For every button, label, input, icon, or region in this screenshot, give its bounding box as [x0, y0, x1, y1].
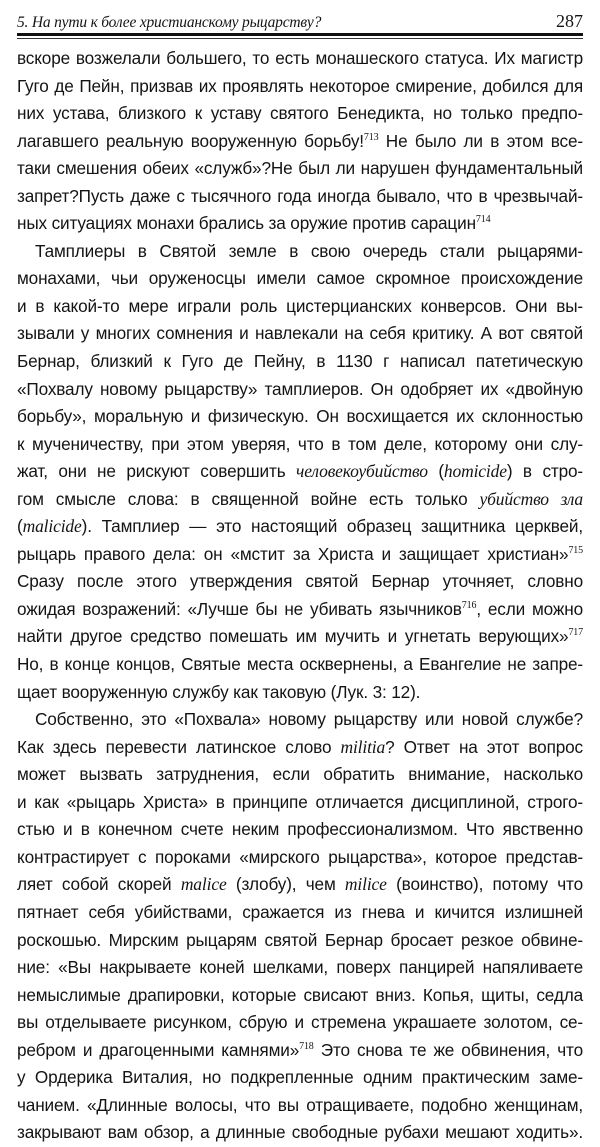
- text-run: ) в стро-: [506, 461, 583, 482]
- text-run: лагавшего реальную вооруженную борьбу!: [17, 130, 364, 151]
- text-run: может вызвать затруднения, если обратить внимание, насколько: [17, 764, 583, 785]
- text-run: запрет?Пусть даже с тысячного года иногда бывало, что в чрезвычай-: [17, 185, 583, 206]
- text-run: ных ситуациях монахи брались за оружие против сарацин: [17, 213, 476, 234]
- italic-term: malice: [180, 874, 227, 895]
- text-run: и как «рыцарь Христа» в принципе отличается дисциплиной, строго-: [17, 791, 583, 812]
- text-line: [17, 403, 583, 431]
- text-run: щает вооруженную службу как таковую (Лук. 3: 12).: [17, 681, 421, 702]
- text-run: ). Тамплиер — это настоящий образец защитника церквей,: [81, 516, 583, 537]
- text-run: чанием. «Длинные волосы, что вы отращиваете, подобно женщинам,: [17, 1094, 583, 1115]
- text-run: (: [427, 461, 444, 482]
- text-run: Сразу после этого утверждения святой Бернар уточняет, словно: [17, 571, 583, 592]
- footnote-ref: 714: [475, 214, 491, 226]
- text-run: Как здесь перевести латинское слово: [17, 736, 341, 757]
- text-run: закрывают вам обзор, а длинные свободные рубахи мешают ходить».: [17, 1122, 583, 1143]
- text-run: «Похвалу новому рыцарству» тамплиеров. Он одобряет их «двойную: [17, 378, 583, 399]
- text-run: борьбу», моральную и физическую. Он восхищается их склонностью: [17, 406, 583, 427]
- italic-term: человекоубийство: [296, 461, 428, 482]
- text-run: Не было ли в этом все-: [378, 130, 583, 151]
- text-run: гом смысле слова: в священной войне есть только: [17, 488, 480, 509]
- text-line: [17, 789, 583, 817]
- text-line: [17, 734, 583, 762]
- footnote-ref: 713: [363, 131, 379, 143]
- text-run: жат, они не рискуют совершить: [17, 461, 297, 482]
- text-run: к мученичеству, при этом уверяя, что в том деле, которому они слу-: [17, 433, 583, 454]
- text-run: Собственно, это «Похвала» новому рыцарству или новой службе?: [35, 709, 583, 730]
- text-line: [17, 816, 583, 844]
- text-run: пятнает себя убийствами, сражается из гнева и кичится излишней: [17, 901, 583, 922]
- header-rule-thin: [17, 38, 583, 39]
- text-run: Это снова те же обвинения, что: [313, 1039, 583, 1060]
- text-line: [17, 348, 583, 376]
- text-line: [17, 596, 583, 624]
- text-line: [17, 1092, 583, 1120]
- text-run: Гуго де Пейн, призвав их проявлять некоторое смирение, добился для: [17, 75, 583, 96]
- text-run: немыслимые драпировки, которые свисают вниз. Копья, щиты, седла: [17, 984, 583, 1005]
- text-line: [17, 320, 583, 348]
- text-line: [17, 265, 583, 293]
- text-line: [17, 568, 583, 596]
- text-line: [17, 927, 583, 955]
- text-line: [17, 238, 583, 266]
- text-run: вы отделываете рисунком, сбрую и стремена украшаете золотом, се-: [17, 1012, 583, 1033]
- text-run: стью и в конечном счете неким профессионализмом. Что явственно: [17, 819, 583, 840]
- text-line: [17, 706, 583, 734]
- text-run: вскоре возжелали большего, то есть монашеского статуса. Их магистр: [17, 48, 583, 68]
- text-run: (злобу), чем: [226, 874, 345, 895]
- text-line: [17, 293, 583, 321]
- text-line: [17, 1009, 583, 1037]
- text-line: [17, 210, 583, 238]
- text-run: Тамплиеры в Святой земле в свою очередь стали рыцарями-: [35, 240, 583, 261]
- body-text: [17, 45, 583, 1147]
- text-line: [17, 1119, 583, 1147]
- text-run: роскошью. Мирским рыцарям святой Бернар бросает резкое обвине-: [17, 929, 583, 950]
- text-run: найти другое средство помешать им мучить и угнетать верующих»: [17, 626, 569, 647]
- text-line: [17, 679, 583, 707]
- text-run: и в какой-то мере играли роль цистерцианских конверсов. Они вы-: [17, 295, 583, 316]
- text-run: ожидая возражений: «Лучше бы не убивать язычников: [17, 598, 462, 619]
- text-line: [17, 458, 583, 486]
- text-run: таки смешения обеих «служб»?Не был ли нарушен фундаментальный: [17, 158, 583, 179]
- text-line: [17, 513, 583, 541]
- text-run: ребром и драгоценными камнями»: [17, 1039, 300, 1060]
- footnote-ref: 715: [568, 544, 583, 556]
- text-run: , если можно: [476, 598, 583, 619]
- chapter-title: 5. На пути к более христианскому рыцарству?: [17, 14, 322, 31]
- italic-term: malicide: [22, 516, 82, 537]
- italic-term: militia: [340, 736, 386, 757]
- header-rule-thick: [17, 33, 583, 36]
- text-line: [17, 1064, 583, 1092]
- footnote-ref: 717: [568, 627, 583, 639]
- italic-term: milice: [344, 874, 387, 895]
- text-run: монахами, чьи оруженосцы имели самое скромное происхождение: [17, 268, 583, 289]
- text-line: [17, 623, 583, 651]
- text-line: [17, 486, 583, 514]
- text-run: у Ордерика Виталия, но подкрепленные одним практическим заме-: [17, 1067, 583, 1088]
- text-line: [17, 982, 583, 1010]
- text-line: [17, 73, 583, 101]
- footnote-ref: 718: [299, 1040, 314, 1052]
- book-page: [17, 0, 583, 1143]
- text-run: (воинство), потому что: [386, 874, 583, 895]
- text-line: [17, 954, 583, 982]
- text-run: контрастирует с пороками «мирского рыцарства», которое представ-: [17, 846, 583, 867]
- text-line: [17, 155, 583, 183]
- italic-term: homicide: [443, 461, 507, 482]
- text-line: [17, 844, 583, 872]
- text-run: зывали у многих сомнения и навлекали на себя критику. А вот святой: [17, 323, 583, 344]
- text-line: [17, 761, 583, 789]
- italic-term: убийство зла: [479, 488, 583, 509]
- text-line: [17, 899, 583, 927]
- text-line: [17, 541, 583, 569]
- text-run: рыцарь правого дела: он «мстит за Христа и защищает христиан»: [17, 543, 569, 564]
- text-run: Бернар, близкий к Гуго де Пейну, в 1130 г написал патетическую: [17, 351, 583, 372]
- running-head: [17, 0, 583, 32]
- text-line: [17, 376, 583, 404]
- text-line: [17, 871, 583, 899]
- text-run: ние: «Вы накрываете коней шелками, поверх панцирей напяливаете: [17, 957, 583, 978]
- text-line: [17, 128, 583, 156]
- text-line: [17, 651, 583, 679]
- text-line: [17, 45, 583, 73]
- text-line: [17, 431, 583, 459]
- text-line: [17, 1037, 583, 1065]
- text-run: ляет собой скорей: [17, 874, 181, 895]
- text-run: ? Ответ на этот вопрос: [385, 736, 583, 757]
- text-run: них устава, близкого к уставу святого Бенедикта, но только предпо-: [17, 103, 583, 124]
- text-run: (: [17, 516, 23, 537]
- page-number: 287: [556, 11, 583, 31]
- text-run: Но, в конце концов, Святые места осквернены, а Евангелие не запре-: [17, 654, 583, 675]
- text-line: [17, 100, 583, 128]
- text-line: [17, 183, 583, 211]
- footnote-ref: 716: [461, 599, 477, 611]
